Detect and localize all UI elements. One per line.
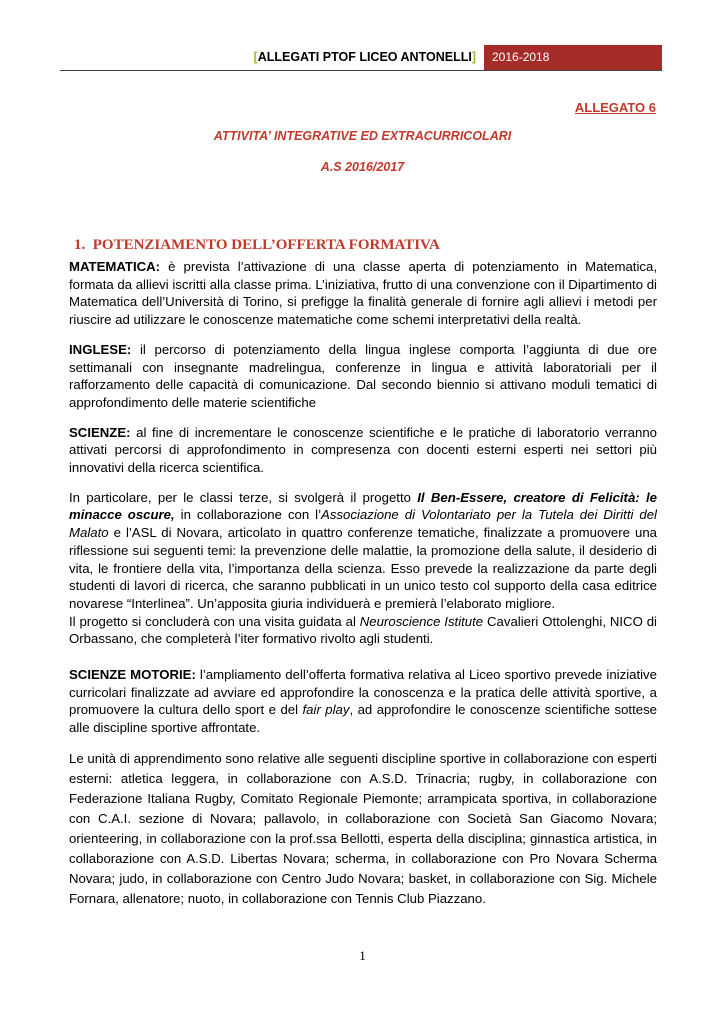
visita-text-2: Cavalieri Ottolenghi, NICO di Orbassano, che completerà l’iter formativo rivolto agli studenti.	[69, 613, 657, 647]
progetto-text-2: in collaborazione con l’	[174, 507, 322, 523]
motorie-text-1: l’ampliamento dell’offerta formativa relativa al Liceo sportivo prevede iniziative curricolari finalizzate ad avviare ed approfondire la conoscenza e la pratica delle attività sportive, a promuovere la cultura dello sport e del	[69, 667, 657, 718]
project-title: Il Ben-Essere, creatore di Felicità: le minacce oscure,	[69, 489, 657, 523]
paragraph-matematica	[69, 258, 657, 329]
paragraph-visita	[69, 613, 657, 648]
fair-play: fair play	[302, 702, 350, 718]
page-number: 1	[359, 948, 366, 963]
section-title-text: POTENZIAMENTO DELL’OFFERTA FORMATIVA	[92, 237, 440, 253]
document-subtitle: ATTIVITA’ INTEGRATIVE ED EXTRACURRICOLARI	[213, 129, 512, 143]
header-bracket-open: [	[253, 50, 258, 64]
scienze-label: SCIENZE:	[69, 424, 131, 440]
header-title	[60, 45, 484, 70]
association-name: Associazione di Volontariato per la Tutela dei Diritti del Malato	[69, 507, 657, 541]
page-header	[60, 45, 662, 71]
scienze-text: al fine di incrementare le conoscenze scientifiche e le pratiche di laboratorio verranno attivati percorsi di approfondimento in compresenza con docenti esterni esperti nei settori più innovativi della ricerca scientifica.	[69, 424, 657, 476]
visita-text-1: Il progetto si concluderà con una visita guidata al	[69, 613, 360, 629]
header-title-text: ALLEGATI PTOF LICEO ANTONELLI	[257, 50, 472, 64]
inglese-label: INGLESE:	[69, 341, 132, 357]
section-number: 1.	[74, 237, 86, 253]
school-year: A.S 2016/2017	[320, 160, 405, 174]
section-title	[74, 237, 440, 254]
header-bracket-close: ]	[471, 50, 476, 64]
paragraph-unita: Le unità di apprendimento sono relative alle seguenti discipline sportive in collaborazione con esperti esterni: atletica leggera, in collaborazione con A.S.D. Trinacria; rugby, in collaborazione con Federazione Italiana Rugby, Comitato Regionale Piemonte; arrampicata sportiva, in collaborazione con C.A.I. sezione di Novara; pallavolo, in collaborazione con Società San Giacomo Novara; orienteering, in collaborazione con la prof.ssa Bellotti, esperta della disciplina; ginnastica artistica, in collaborazione con A.S.D. Libertas Novara; scherma, in collaborazione con Pro Novara Scherma Novara; judo, in collaborazione con Centro Judo Novara; basket, in collaborazione con Sig. Michele Fornara, allenatore; nuoto, in collaborazione con Tennis Club Piazzano.	[69, 750, 657, 906]
header-years: 2016-2018	[484, 45, 662, 70]
paragraph-scienze	[69, 424, 657, 477]
inglese-text: il percorso di potenziamento della lingua inglese comporta l’aggiunta di due ore settimanali con insegnante madrelingua, conferenze in lingua e attività laboratoriali per il rafforzamento delle capacità di comunicazione. Dal secondo biennio si attivano moduli tematici di approfondimento delle materie scientifiche	[69, 341, 657, 410]
matematica-text: è prevista l’attivazione di una classe aperta di potenziamento in Matematica, formata da allievi iscritti alla classe prima. L’iniziativa, frutto di una convenzione con il Dipartimento di Matematica dell’Università di Torino, si prefigge la finalità generale di fornire agli allievi i metodi per riuscire ad utilizzare le conoscenze matematiche come schemi interpretativi della realtà.	[69, 259, 657, 328]
paragraph-motorie	[69, 666, 657, 737]
document-body	[69, 258, 657, 921]
paragraph-inglese	[69, 341, 657, 412]
progetto-text-3: e l’ASL di Novara, articolato in quattro conferenze tematiche, finalizzate a promuovere una riflessione sui seguenti temi: la prevenzione delle malattie, la promozione della salute, il desiderio di vita, le frontiere della vita, l’importanza della scienza. Esso prevede la realizzazione da parte degli studenti di lavori di ricerca, che saranno pubblicati in un unico testo col supporto della casa editrice novarese “Interlinea”. Un’apposita giuria individuerà e premierà l’elaborato migliore.	[69, 525, 657, 611]
institute-name: Neuroscience Istitute	[359, 613, 484, 629]
matematica-label: MATEMATICA:	[69, 259, 161, 274]
paragraph-progetto	[69, 489, 657, 613]
progetto-text-1: In particolare, per le classi terze, si svolgerà il progetto	[69, 489, 418, 505]
motorie-text-2: , ad approfondire le conoscenze scientifiche sottese alle discipline sportive affrontate.	[69, 702, 657, 736]
motorie-label: SCIENZE MOTORIE:	[69, 667, 196, 683]
annex-label: ALLEGATO 6	[574, 100, 656, 115]
